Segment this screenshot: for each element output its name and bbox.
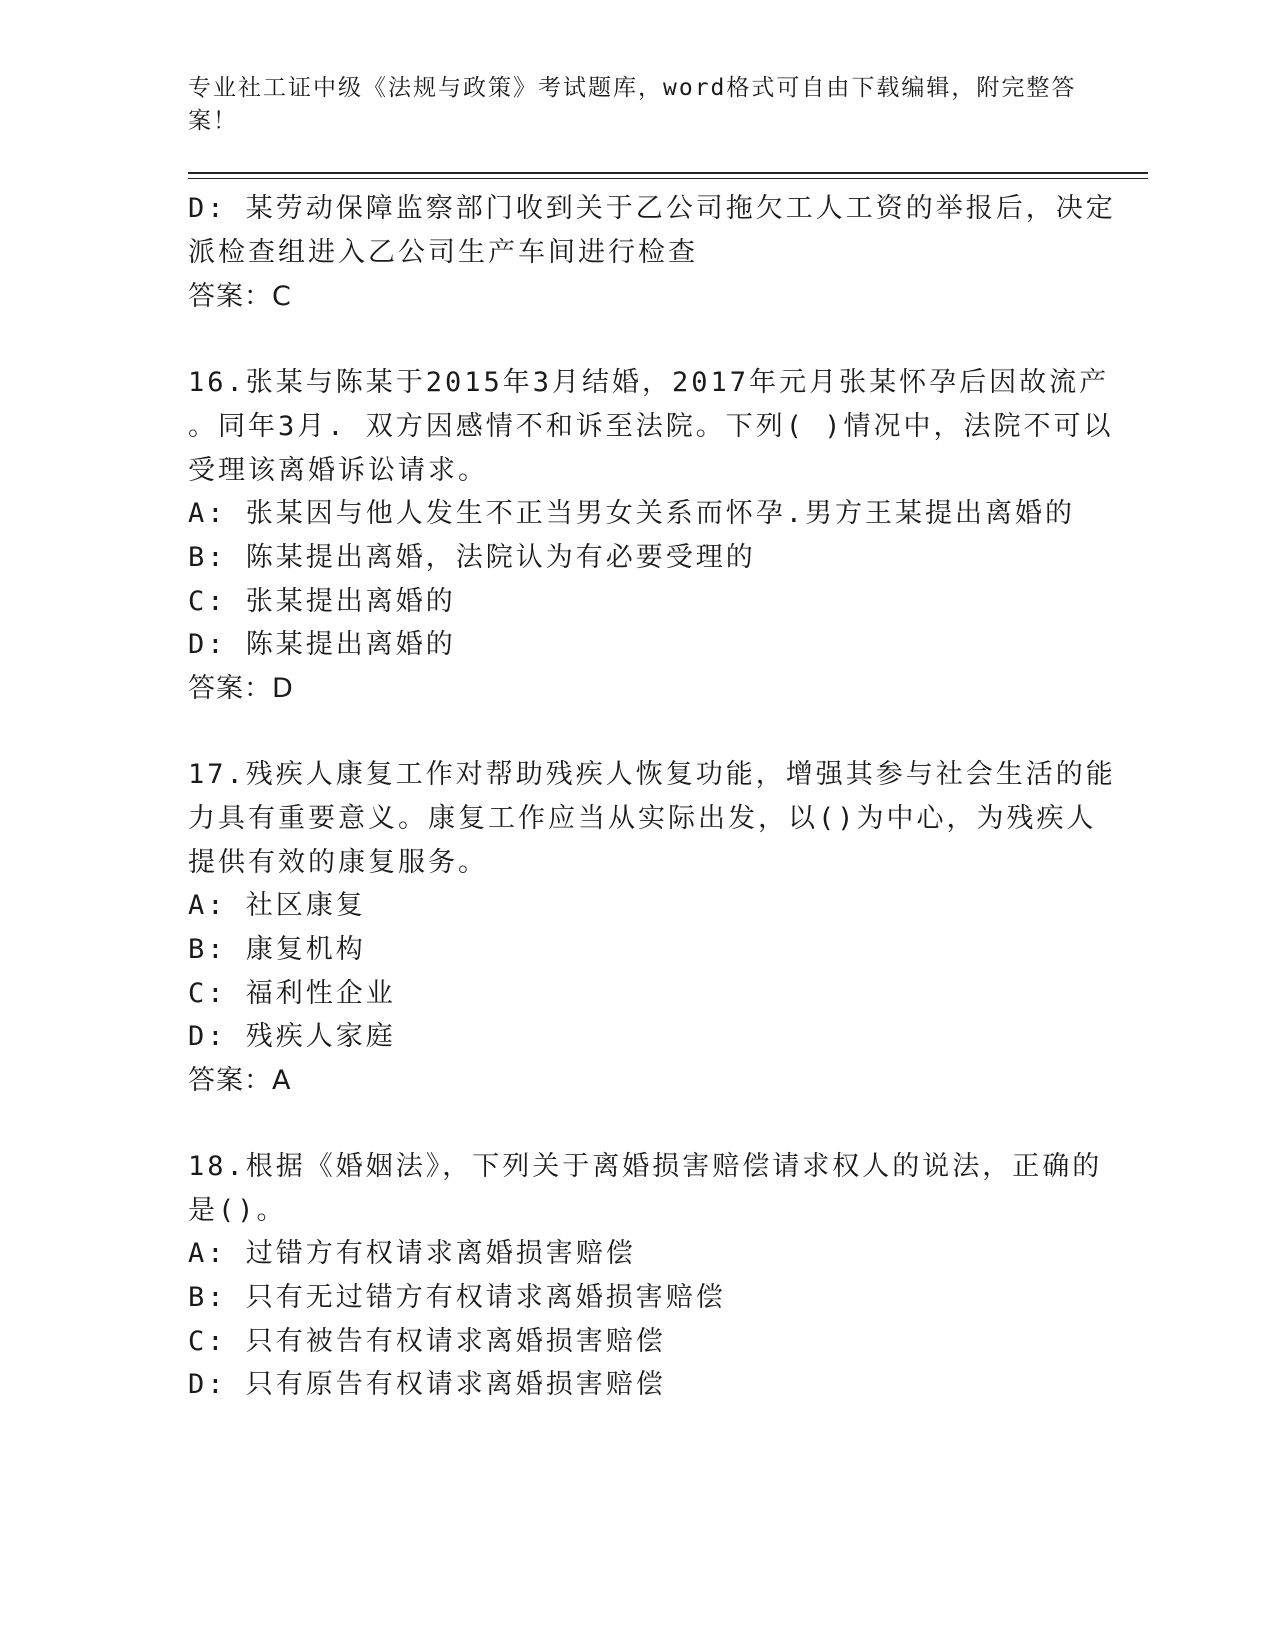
- q17-option-b: B: 康复机构: [188, 934, 366, 965]
- q17-option-d: D: 残疾人家庭: [188, 1021, 396, 1052]
- q16-stem-line-3: 受理该离婚诉讼请求。: [188, 455, 488, 486]
- page-header: [188, 72, 1088, 138]
- header-divider-thin: [188, 178, 1148, 179]
- q16-stem-line-1: 16.张某与陈某于2015年3月结婚，2017年元月张某怀孕后因故流产: [188, 367, 1110, 398]
- q15-option-d-line-2: 派检查组进入乙公司生产车间进行检查: [188, 237, 698, 268]
- q17-stem-line-2: 力具有重要意义。康复工作应当从实际出发，以()为中心，为残疾人: [188, 803, 1097, 834]
- q18-stem-line-1: 18.根据《婚姻法》，下列关于离婚损害赔偿请求权人的说法，正确的: [188, 1151, 1103, 1182]
- q16-answer: 答案：D: [188, 673, 294, 704]
- header-line-2: 案！: [188, 108, 238, 134]
- q17-stem-line-1: 17.残疾人康复工作对帮助残疾人恢复功能，增强其参与社会生活的能: [188, 759, 1116, 790]
- header-divider-thick: [188, 172, 1148, 174]
- q16-option-a: A: 张某因与他人发生不正当男女关系而怀孕.男方王某提出离婚的: [188, 498, 1076, 529]
- q18-option-a: A: 过错方有权请求离婚损害赔偿: [188, 1238, 636, 1269]
- q18-option-b: B: 只有无过错方有权请求离婚损害赔偿: [188, 1282, 726, 1313]
- q17-option-c: C: 福利性企业: [188, 978, 396, 1009]
- q16-option-b: B: 陈某提出离婚，法院认为有必要受理的: [188, 542, 756, 573]
- q15-option-d-line-1: D: 某劳动保障监察部门收到关于乙公司拖欠工人工资的举报后，决定: [188, 193, 1116, 224]
- q18-option-d: D: 只有原告有权请求离婚损害赔偿: [188, 1369, 666, 1400]
- header-line-1: 专业社工证中级《法规与政策》考试题库，word格式可自由下载编辑，附完整答: [188, 75, 1077, 101]
- q16-stem-line-2: 。同年3月. 双方因感情不和诉至法院。下列( )情况中，法院不可以: [188, 411, 1114, 442]
- q15-answer: 答案：C: [188, 281, 292, 312]
- q16-option-c: C: 张某提出离婚的: [188, 586, 456, 617]
- q16-option-d: D: 陈某提出离婚的: [188, 629, 456, 660]
- q18-option-c: C: 只有被告有权请求离婚损害赔偿: [188, 1326, 666, 1357]
- q17-stem-line-3: 提供有效的康复服务。: [188, 847, 488, 878]
- q17-answer: 答案：A: [188, 1065, 292, 1096]
- q17-option-a: A: 社区康复: [188, 890, 366, 921]
- q18-stem-line-2: 是()。: [188, 1195, 287, 1226]
